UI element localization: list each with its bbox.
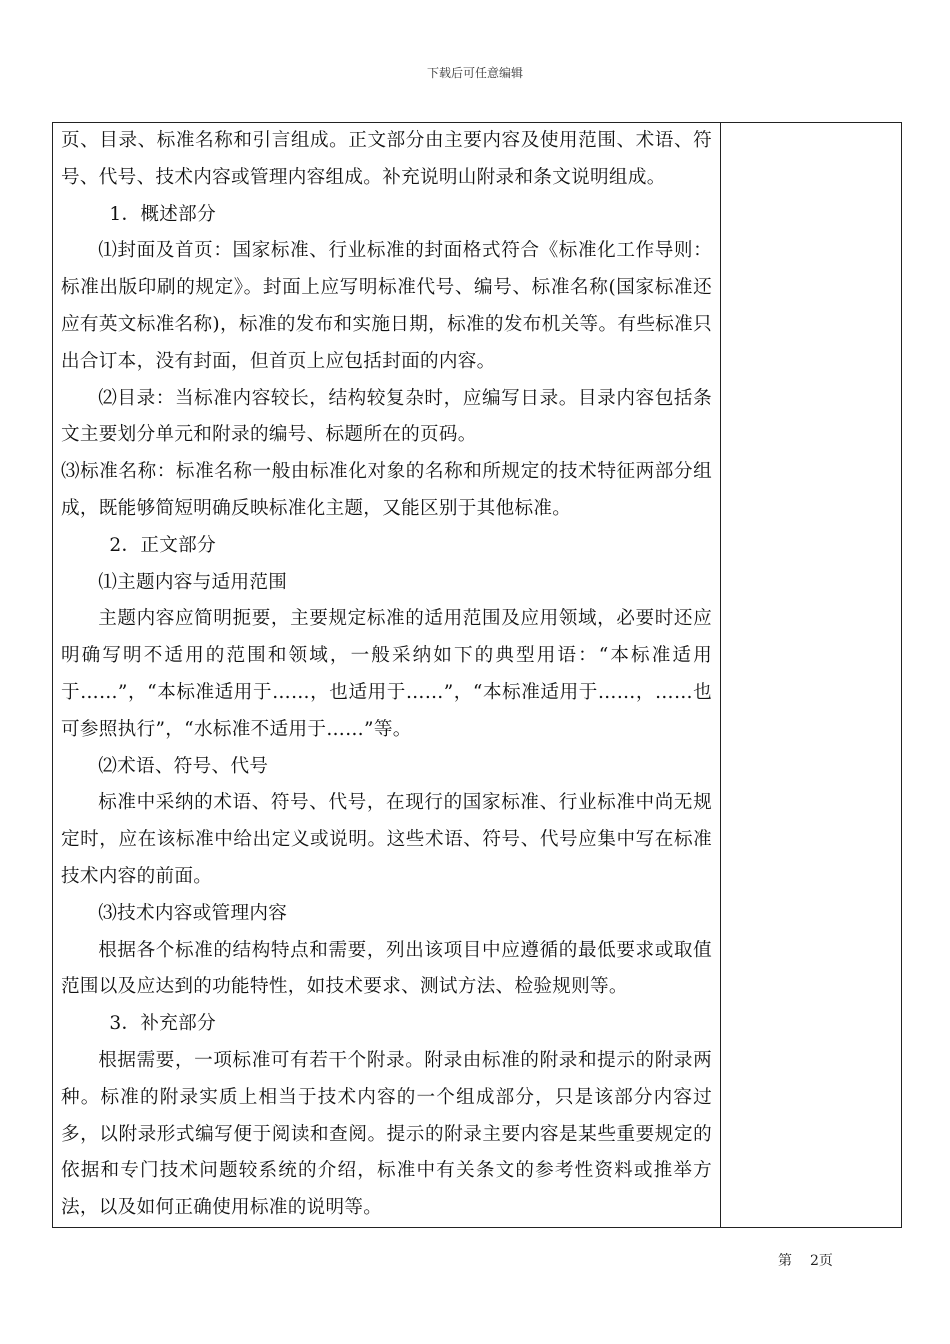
page-number [778,1250,833,1270]
section-heading-body: 2．正文部分 [109,534,216,556]
section-heading-supplement: 3．补充部分 [109,1013,216,1035]
paragraph-contents: ⑵目录：当标准内容较长，结构较复杂时，应编写日录。目录内容包括条文主要划分单元和附录的编号、标题所在的页码。 [61,387,712,446]
paragraph-scope: 主题内容应简明扼要，主要规定标准的适用范围及应用领域，必要时还应明确写明不适用的范围和领域，一般采纳如下的典型用语：“本标准适用于……”，“本标准适用于……，也适用于……”，“本标准适用于……，……也可参照执行”，“水标准不适用于……”等。 [61,608,712,740]
main-content-cell [53,123,721,1227]
subheading-technical: ⑶技术内容或管理内容 [98,902,288,924]
paragraph-terms: 标准中采纳的术语、符号、代号，在现行的国家标准、行业标准中尚无规定时，应在该标准中给出定义或说明。这些术语、符号、代号应集中写在标准技术内容的前面。 [61,792,712,887]
subheading-terms: ⑵术语、符号、代号 [98,755,269,777]
paragraph-supplement: 根据需要，一项标准可有若干个附录。附录由标准的附录和提示的附录两种。标准的附录实质上相当于技术内容的一个组成部分，只是该部分内容过多，以附录形式编写便于阅读和查阅。提示的附录主要内容是某些重要规定的依据和专门技术问题较系统的介绍，标准中有关条文的参考性资料或推举方法，以及如何正确使用标准的说明等。 [61,1049,712,1219]
paragraph-technical: 根据各个标准的结构特点和需要，列出该项目中应遵循的最低要求或取值范围以及应达到的功能特性，如技术要求、测试方法、检验规则等。 [61,939,712,998]
document-table [52,122,902,1228]
paragraph-standard-name: ⑶标准名称：标准名称一般由标准化对象的名称和所规定的技术特征两部分组成，既能够简短明确反映标准化主题，又能区别于其他标准。 [61,461,712,519]
page-label: 第 [778,1253,792,1269]
header-note: 下载后可任意编辑 [426,66,523,80]
side-notes-cell [721,123,901,1227]
page-number-value: 2页 [810,1253,833,1269]
paragraph-cover: ⑴封面及首页：国家标准、行业标准的封面格式符合《标准化工作导则：标准出版印刷的规定》。封面上应写明标准代号、编号、标准名称(国家标准还应有英文标准名称)，标准的发布和实施日期，标准的发布机关等。有些标准只出合订本，没有封面，但首页上应包括封面的内容。 [61,240,712,372]
paragraph-intro: 页、目录、标准名称和引言组成。正文部分由主要内容及使用范围、术语、符号、代号、技术内容或管理内容组成。补充说明山附录和条文说明组成。 [61,130,712,188]
subheading-scope: ⑴主题内容与适用范围 [98,571,288,593]
section-heading-overview: 1．概述部分 [109,203,216,225]
